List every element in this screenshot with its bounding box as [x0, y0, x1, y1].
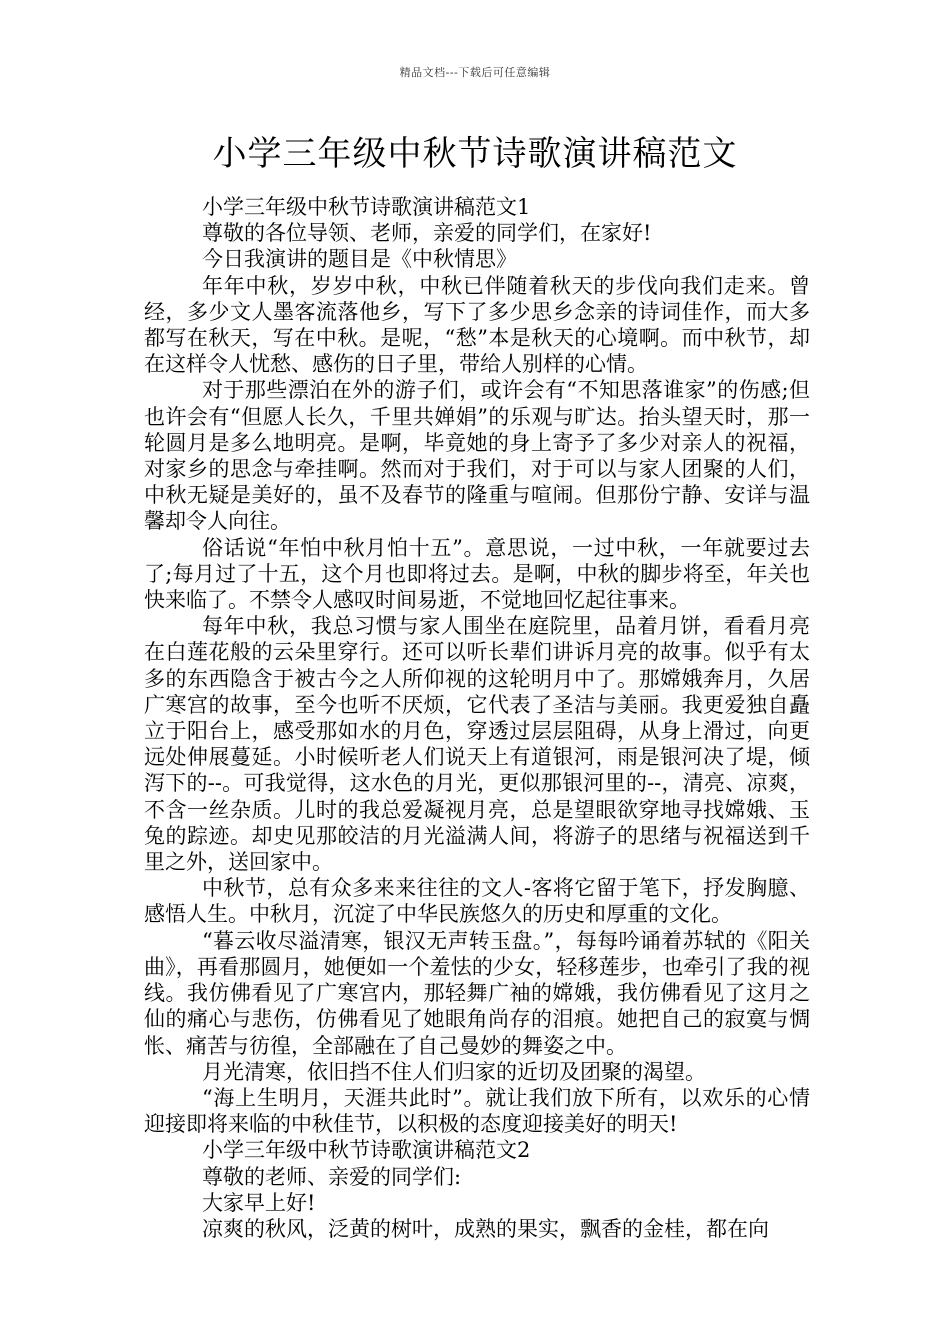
paragraph: 月光清寒，依旧挡不住人们归家的近切及团聚的渴望。 — [202, 1059, 706, 1084]
paragraph: 对于那些漂泊在外的游子们，或许会有“不知思落谁家”的伤感;但也许会有“但愿人长久，千里共婵娟”的乐观与旷达。抬头望天时，那一轮圆月是多么地明亮。是啊，毕竟她的身上寄予了多少对亲人的祝福，对家乡的思念与牵挂啊。然而对于我们，对于可以与家人团聚的人们，中秋无疑是美好的，虽不及春节的隆重与喧闹。但那份宁静、安详与温馨却令人向往。 — [144, 378, 810, 534]
paragraph: “海上生明月，天涯共此时”。就让我们放下所有，以欢乐的心情迎接即将来临的中秋佳节，以积极的态度迎接美好的明天! — [144, 1085, 810, 1137]
paragraph: 今日我演讲的题目是《中秋情思》 — [202, 247, 517, 272]
paragraph: 中秋节，总有众多来来往往的文人-客将它留于笔下，抒发胸臆、感悟人生。中秋月，沉淀了中华民族悠久的历史和厚重的文化。 — [144, 876, 810, 927]
paragraph: 小学三年级中秋节诗歌演讲稿范文2 — [202, 1138, 531, 1163]
paragraph: 每年中秋，我总习惯与家人围坐在庭院里，品着月饼，看看月亮在白莲花般的云朵里穿行。还可以听长辈们讲诉月亮的故事。似乎有太多的东西隐含于被古今之人所仰视的这轮明月中了。那嫦娥奔月，久居广寒宫的故事，至今也听不厌烦，它代表了圣洁与美丽。我更爱独自矗立于阳台上，感受那如水的月色，穿透过层层阻碍，从身上滑过，向更远处伸展蔓延。小时候听老人们说天上有道银河，雨是银河决了堤，倾泻下的--。可我觉得，这水色的月光，更似那银河里的--，清亮、凉爽，不含一丝杂质。儿时的我总爱凝视月亮，总是望眼欲穿地寻找嫦娥、玉兔的踪迹。却史见那皎洁的月光溢满人间，将游子的思绪与祝福送到千里之外，送回家中。 — [144, 614, 810, 875]
paragraph: 凉爽的秋风，泛黄的树叶，成熟的果实，飘香的金桂，都在向 — [202, 1216, 769, 1241]
header-note: 精品文档---下载后可任意编辑 — [399, 66, 551, 79]
paragraph: “暮云收尽溢清寒，银汉无声转玉盘。”，每每吟诵着苏轼的《阳关曲》，再看那圆月，她便如一个羞怯的少女，轻移莲步，也牵引了我的视线。我仿佛看见了广寒宫内，那轻舞广袖的嫦娥，我仿佛看见了这月之仙的痛心与悲伤，仿佛看见了她眼角尚存的泪痕。她把自己的寂寞与惆怅、痛苦与彷徨，全部融在了自己曼妙的舞姿之中。 — [144, 928, 810, 1058]
paragraph: 俗话说“年怕中秋月怕十五”。意思说，一过中秋，一年就要过去了;每月过了十五，这个月也即将过去。是啊，中秋的脚步将至，年关也快来临了。不禁令人感叹时间易逝，不觉地回忆起往事来。 — [144, 535, 810, 613]
paragraph: 大家早上好! — [202, 1190, 316, 1215]
paragraph: 年年中秋，岁岁中秋，中秋已伴随着秋天的步伐向我们走来。曾经，多少文人墨客流落他乡，写下了多少思乡念亲的诗词佳作，而大多都写在秋天，写在中秋。是呢，“愁”本是秋天的心境啊。而中秋节，却在这样令人忧愁、感伤的日子里，带给人别样的心情。 — [144, 273, 810, 377]
paragraph: 尊敬的老师、亲爱的同学们: — [202, 1164, 462, 1189]
paragraph: 小学三年级中秋节诗歌演讲稿范文1 — [202, 195, 531, 219]
document-title: 小学三年级中秋节诗歌演讲稿范文 — [212, 134, 738, 174]
document-body — [144, 194, 810, 1242]
paragraph: 尊敬的各位导领、老师，亲爱的同学们，在家好! — [202, 221, 652, 246]
